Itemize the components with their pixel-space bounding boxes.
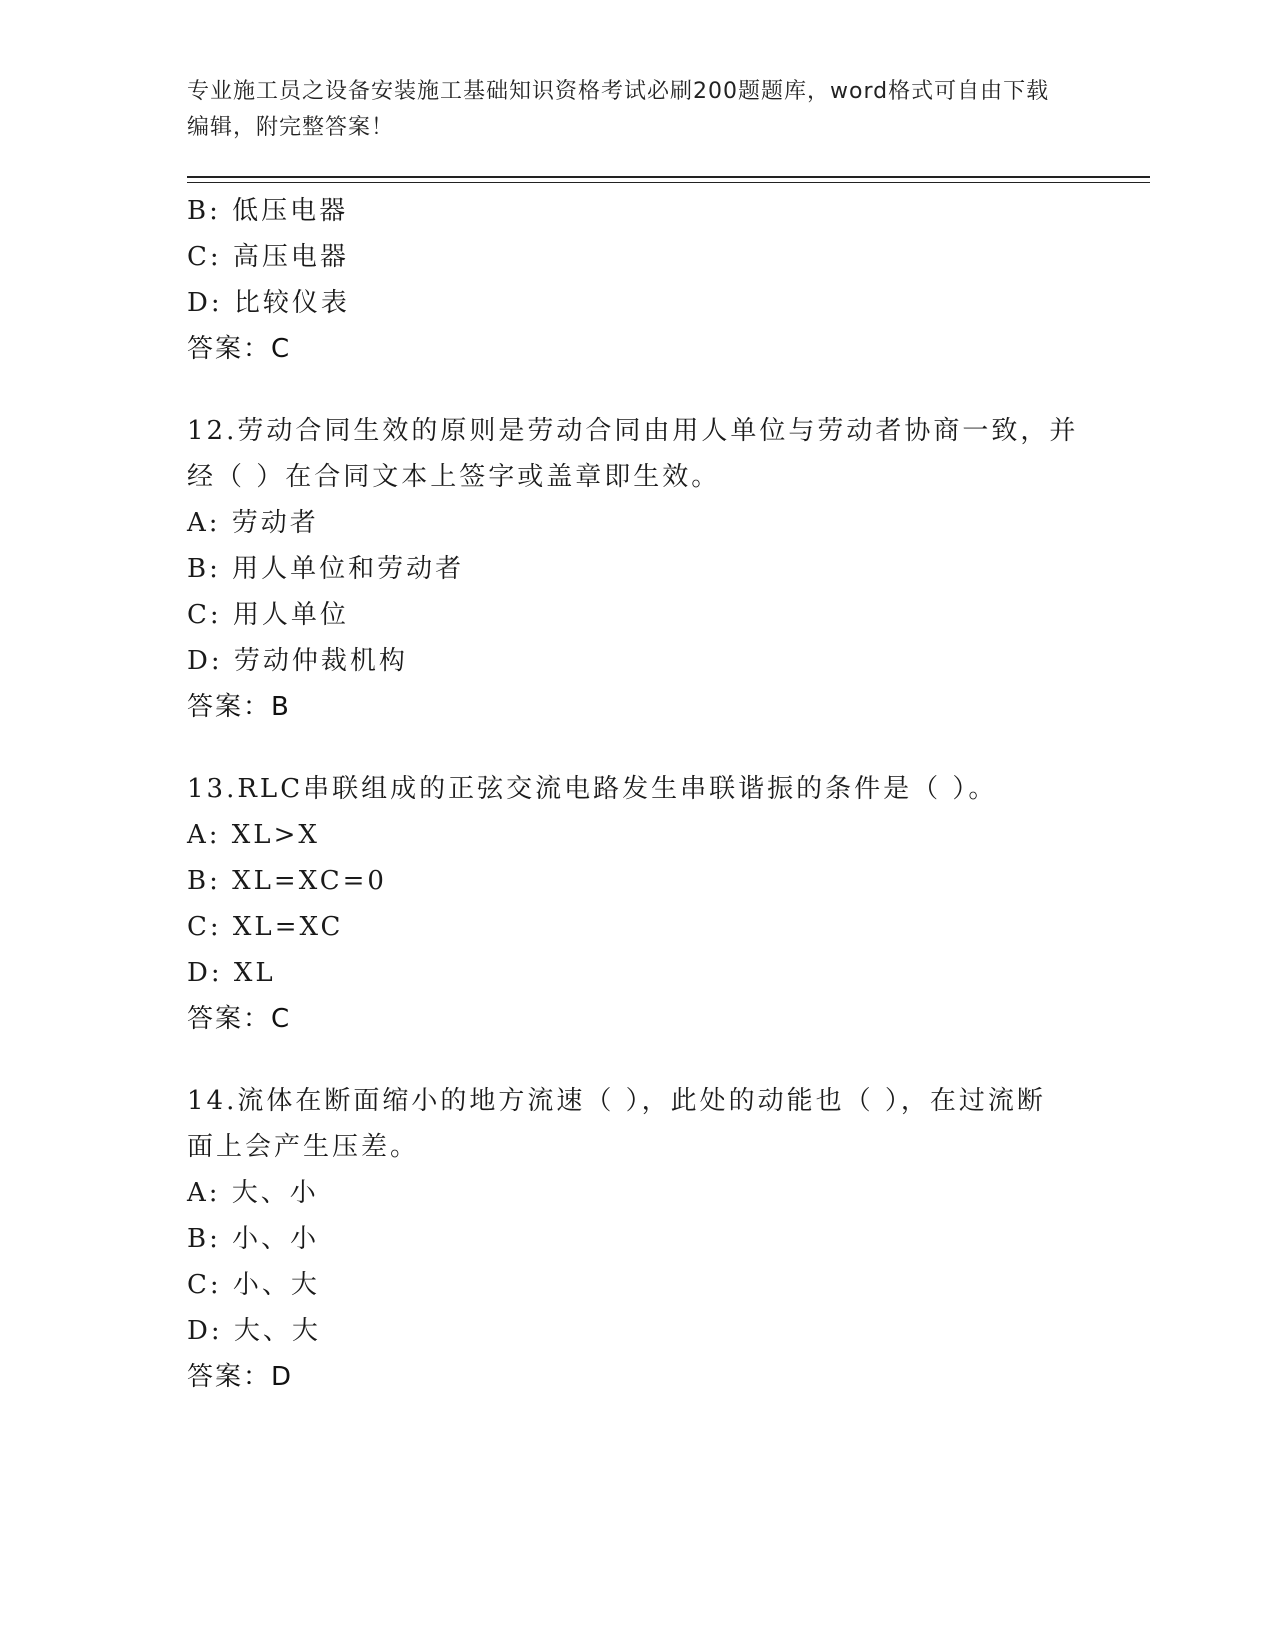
option-c: C: XL=XC bbox=[187, 912, 344, 942]
option-a: A: 劳动者 bbox=[187, 508, 319, 538]
question-stem-line: 12.劳动合同生效的原则是劳动合同由用人单位与劳动者协商一致，并 bbox=[187, 416, 1079, 446]
question-stem-line: 13.RLC串联组成的正弦交流电路发生串联谐振的条件是（ ）。 bbox=[187, 774, 998, 804]
answer: 答案：D bbox=[187, 1362, 294, 1392]
option-b: B: XL=XC=0 bbox=[187, 866, 387, 896]
question-12 bbox=[187, 408, 1087, 730]
question-11-continued bbox=[187, 188, 1087, 372]
header-rule-thin bbox=[187, 182, 1150, 183]
header-title: 专业施工员之设备安装施工基础知识资格考试必刷200题题库，word格式可自由下载编辑，附完整答案！ bbox=[187, 79, 1050, 140]
option-b: B: 小、小 bbox=[187, 1224, 320, 1254]
header-rule-thick bbox=[187, 176, 1150, 178]
option-d: D: XL bbox=[187, 958, 276, 988]
answer: 答案：C bbox=[187, 1004, 292, 1034]
option-a: A: XL>X bbox=[187, 820, 320, 850]
option-c: C: 高压电器 bbox=[187, 242, 349, 272]
option-b: B: 用人单位和劳动者 bbox=[187, 554, 465, 584]
answer: 答案：C bbox=[187, 334, 292, 364]
option-c: C: 用人单位 bbox=[187, 600, 349, 630]
answer: 答案：B bbox=[187, 692, 291, 722]
question-stem-line: 经（ ）在合同文本上签字或盖章即生效。 bbox=[187, 462, 721, 492]
option-d: D: 比较仪表 bbox=[187, 288, 350, 318]
question-stem-line: 面上会产生压差。 bbox=[187, 1132, 420, 1162]
question-stem-line: 14.流体在断面缩小的地方流速（ ），此处的动能也（ ），在过流断 bbox=[187, 1086, 1046, 1116]
option-d: D: 大、大 bbox=[187, 1316, 321, 1346]
option-b: B: 低压电器 bbox=[187, 196, 349, 226]
document-header bbox=[187, 74, 1067, 146]
option-d: D: 劳动仲裁机构 bbox=[187, 646, 408, 676]
question-13 bbox=[187, 766, 1087, 1042]
question-14 bbox=[187, 1078, 1087, 1400]
question-list bbox=[187, 188, 1087, 1400]
option-c: C: 小、大 bbox=[187, 1270, 320, 1300]
option-a: A: 大、小 bbox=[187, 1178, 319, 1208]
